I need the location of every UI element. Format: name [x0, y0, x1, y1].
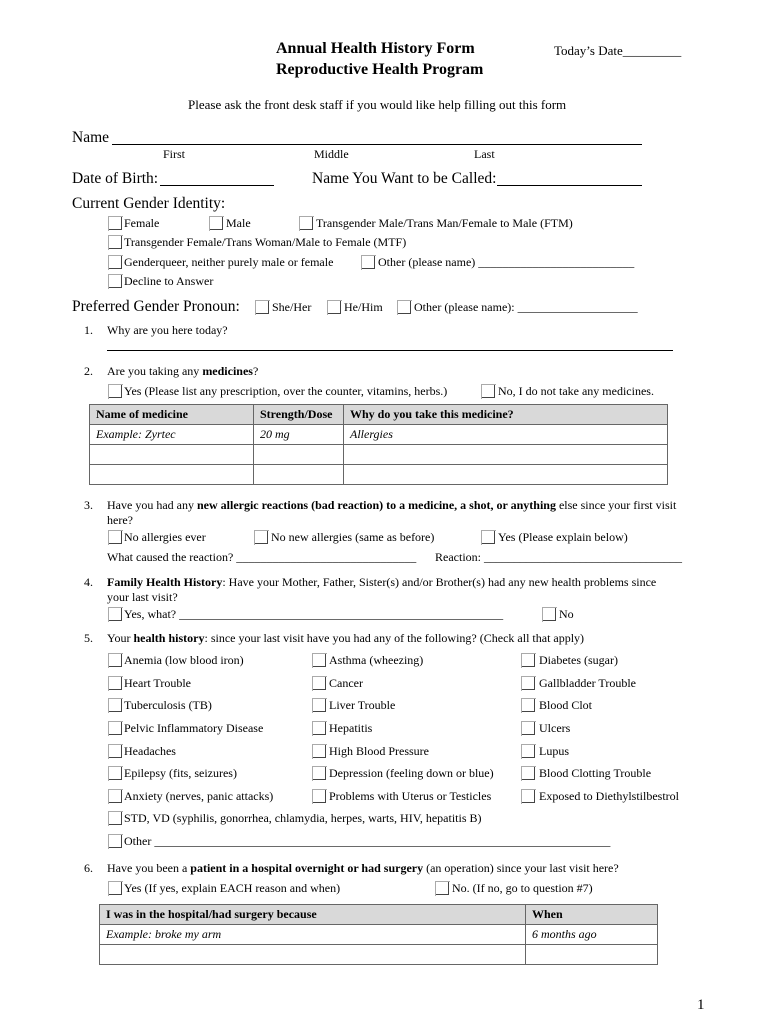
option-label: Blood Clotting Trouble	[539, 766, 652, 780]
option-label: Yes (Please list any prescription, over the counter, vitamins, herbs.)	[124, 384, 448, 398]
option-label: Headaches	[124, 744, 176, 758]
checkbox-condition[interactable]	[108, 789, 122, 803]
checkbox-hospital-no[interactable]	[435, 881, 449, 895]
option-label: No new allergies (same as before)	[271, 530, 435, 544]
question-3-text-line2: here?	[107, 513, 133, 527]
question-6-text: Have you been a patient in a hospital overnight or had surgery (an operation) since your last visit here?	[107, 861, 619, 875]
checkbox-condition[interactable]	[312, 653, 326, 667]
option-label: Problems with Uterus or Testicles	[329, 789, 492, 803]
table-cell: Example: broke my arm	[100, 925, 526, 945]
table-cell: Allergies	[344, 425, 668, 445]
option-label: Lupus	[539, 744, 569, 758]
checkbox-condition[interactable]	[312, 744, 326, 758]
column-header: When	[526, 905, 658, 925]
option-label: Other ____________________________________________________________________________	[124, 834, 611, 848]
option-label: Decline to Answer	[124, 274, 214, 288]
program-title: Reproductive Health Program	[276, 61, 484, 78]
option-label: Anemia (low blood iron)	[124, 653, 244, 667]
option-label: Other (please name) __________________________	[378, 255, 635, 269]
table-row[interactable]	[90, 445, 668, 465]
option-label: She/Her	[272, 300, 312, 314]
option-label: High Blood Pressure	[329, 744, 429, 758]
option-label: Male	[226, 216, 251, 230]
checkbox-condition[interactable]	[521, 766, 535, 780]
option-label: Asthma (wheezing)	[329, 653, 424, 667]
option-label: Liver Trouble	[329, 698, 396, 712]
checkbox-condition[interactable]	[521, 744, 535, 758]
checkbox-no-new-allergies[interactable]	[254, 530, 268, 544]
medicine-table	[89, 404, 668, 485]
option-label: Anxiety (nerves, panic attacks)	[124, 789, 274, 803]
checkbox-condition[interactable]	[312, 721, 326, 735]
option-label: Gallbladder Trouble	[539, 676, 636, 690]
checkbox-hospital-yes[interactable]	[108, 881, 122, 895]
checkbox-condition[interactable]	[521, 789, 535, 803]
checkbox-gender-other[interactable]	[361, 255, 375, 269]
column-header: Why do you take this medicine?	[344, 405, 668, 425]
checkbox-genderqueer[interactable]	[108, 255, 122, 269]
checkbox-condition[interactable]	[521, 676, 535, 690]
gender-heading: Current Gender Identity:	[72, 195, 226, 212]
option-label: Blood Clot	[539, 698, 593, 712]
checkbox-family-yes[interactable]	[108, 607, 122, 621]
question-4-text-line2: your last visit?	[107, 590, 178, 604]
table-cell[interactable]	[100, 945, 526, 965]
checkbox-she-her[interactable]	[255, 300, 269, 314]
question-1-text: Why are you here today?	[107, 323, 228, 337]
option-label: STD, VD (syphilis, gonorrhea, chlamydia, herpes, warts, HIV, hepatitis B)	[124, 811, 482, 825]
checkbox-condition-other[interactable]	[108, 834, 122, 848]
question-number: 3.	[84, 498, 93, 512]
checkbox-medicines-no[interactable]	[481, 384, 495, 398]
checkbox-male[interactable]	[209, 216, 223, 230]
option-label: Other (please name): ____________________	[414, 300, 638, 314]
checkbox-no-allergies[interactable]	[108, 530, 122, 544]
checkbox-pronoun-other[interactable]	[397, 300, 411, 314]
option-label: No allergies ever	[124, 530, 206, 544]
first-name-caption: First	[163, 147, 186, 161]
checkbox-he-him[interactable]	[327, 300, 341, 314]
option-label: Pelvic Inflammatory Disease	[124, 721, 264, 735]
checkbox-transgender-male[interactable]	[299, 216, 313, 230]
checkbox-family-no[interactable]	[542, 607, 556, 621]
column-header: I was in the hospital/had surgery because	[100, 905, 526, 925]
dob-input-line[interactable]	[160, 185, 274, 186]
option-label: Yes, what? ______________________________________________________	[124, 607, 504, 621]
dob-label: Date of Birth:	[72, 170, 159, 187]
checkbox-decline[interactable]	[108, 274, 122, 288]
question-4-text: Family Health History: Have your Mother, Father, Sister(s) and/or Brother(s) had any new health problems since	[107, 575, 657, 589]
option-label: Heart Trouble	[124, 676, 191, 690]
question-3-text: Have you had any new allergic reactions (bad reaction) to a medicine, a shot, or anything else since your first visit	[107, 498, 677, 512]
option-label: Ulcers	[539, 721, 571, 735]
instructions-text: Please ask the front desk staff if you would like help filling out this form	[188, 97, 567, 112]
name-label: Name	[72, 129, 110, 146]
option-label: Cancer	[329, 676, 363, 690]
checkbox-condition[interactable]	[312, 766, 326, 780]
question-number: 6.	[84, 861, 93, 875]
option-label: Exposed to Diethylstilbestrol	[539, 789, 679, 803]
checkbox-condition[interactable]	[108, 766, 122, 780]
question-number: 1.	[84, 323, 93, 337]
table-header-row	[100, 905, 658, 925]
checkbox-condition[interactable]	[521, 653, 535, 667]
option-label: Epilepsy (fits, seizures)	[124, 766, 237, 780]
table-row	[100, 925, 658, 945]
table-cell[interactable]	[344, 445, 668, 465]
table-cell: 20 mg	[254, 425, 344, 445]
reaction-cause-field[interactable]: What caused the reaction? ______________________________	[107, 550, 417, 564]
option-label: Tuberculosis (TB)	[124, 698, 212, 712]
table-cell: Example: Zyrtec	[90, 425, 254, 445]
table-cell[interactable]	[90, 445, 254, 465]
question-number: 5.	[84, 631, 93, 645]
table-cell: 6 months ago	[526, 925, 658, 945]
pronoun-heading: Preferred Gender Pronoun:	[72, 298, 240, 315]
column-header: Strength/Dose	[254, 405, 344, 425]
checkbox-condition[interactable]	[108, 676, 122, 690]
table-row[interactable]	[90, 465, 668, 485]
checkbox-allergies-yes[interactable]	[481, 530, 495, 544]
called-input-line[interactable]	[497, 185, 642, 186]
table-cell[interactable]	[254, 465, 344, 485]
question-number: 4.	[84, 575, 93, 589]
table-cell[interactable]	[90, 465, 254, 485]
checkbox-condition[interactable]	[312, 698, 326, 712]
checkbox-condition[interactable]	[108, 698, 122, 712]
option-label: Genderqueer, neither purely male or female	[124, 255, 334, 269]
table-row[interactable]	[100, 945, 658, 965]
table-header-row	[90, 405, 668, 425]
option-label: Transgender Male/Trans Man/Female to Male (FTM)	[316, 216, 573, 230]
option-label: Depression (feeling down or blue)	[329, 766, 494, 780]
question-5-text: Your health history: since your last visit have you had any of the following? (Check all that apply)	[107, 631, 585, 645]
checkbox-condition[interactable]	[521, 721, 535, 735]
name-input-line[interactable]	[112, 144, 642, 145]
checkbox-condition[interactable]	[521, 698, 535, 712]
hospital-table	[99, 904, 658, 965]
checkbox-female[interactable]	[108, 216, 122, 230]
checkbox-condition[interactable]	[312, 789, 326, 803]
checkbox-condition[interactable]	[312, 676, 326, 690]
question-number: 2.	[84, 364, 93, 378]
reaction-field[interactable]: Reaction: _________________________________	[435, 550, 682, 564]
checkbox-std[interactable]	[108, 811, 122, 825]
page-number: 1	[697, 997, 705, 1013]
middle-name-caption: Middle	[314, 147, 349, 161]
option-label: He/Him	[344, 300, 383, 314]
checkbox-medicines-yes[interactable]	[108, 384, 122, 398]
q1-answer-line[interactable]	[107, 350, 673, 351]
option-label: Yes (If yes, explain EACH reason and when)	[124, 881, 341, 895]
option-label: Transgender Female/Trans Woman/Male to Female (MTF)	[124, 235, 407, 249]
table-cell[interactable]	[344, 465, 668, 485]
checkbox-condition[interactable]	[108, 653, 122, 667]
column-header: Name of medicine	[90, 405, 254, 425]
checkbox-condition[interactable]	[108, 744, 122, 758]
checkbox-transgender-female[interactable]	[108, 235, 122, 249]
called-label: Name You Want to be Called:	[312, 170, 497, 187]
table-cell[interactable]	[526, 945, 658, 965]
question-2-text: Are you taking any medicines?	[107, 364, 259, 378]
option-label: No	[559, 607, 574, 621]
form-title: Annual Health History Form	[276, 40, 475, 57]
option-label: Diabetes (sugar)	[539, 653, 618, 667]
table-row	[90, 425, 668, 445]
checkbox-condition[interactable]	[108, 721, 122, 735]
last-name-caption: Last	[474, 147, 495, 161]
option-label: No. (If no, go to question #7)	[452, 881, 593, 895]
option-label: Yes (Please explain below)	[498, 530, 628, 544]
option-label: Hepatitis	[329, 721, 373, 735]
table-cell[interactable]	[254, 445, 344, 465]
option-label: No, I do not take any medicines.	[498, 384, 654, 398]
todays-date-field[interactable]: Today’s Date_________	[554, 43, 682, 58]
option-label: Female	[124, 216, 160, 230]
